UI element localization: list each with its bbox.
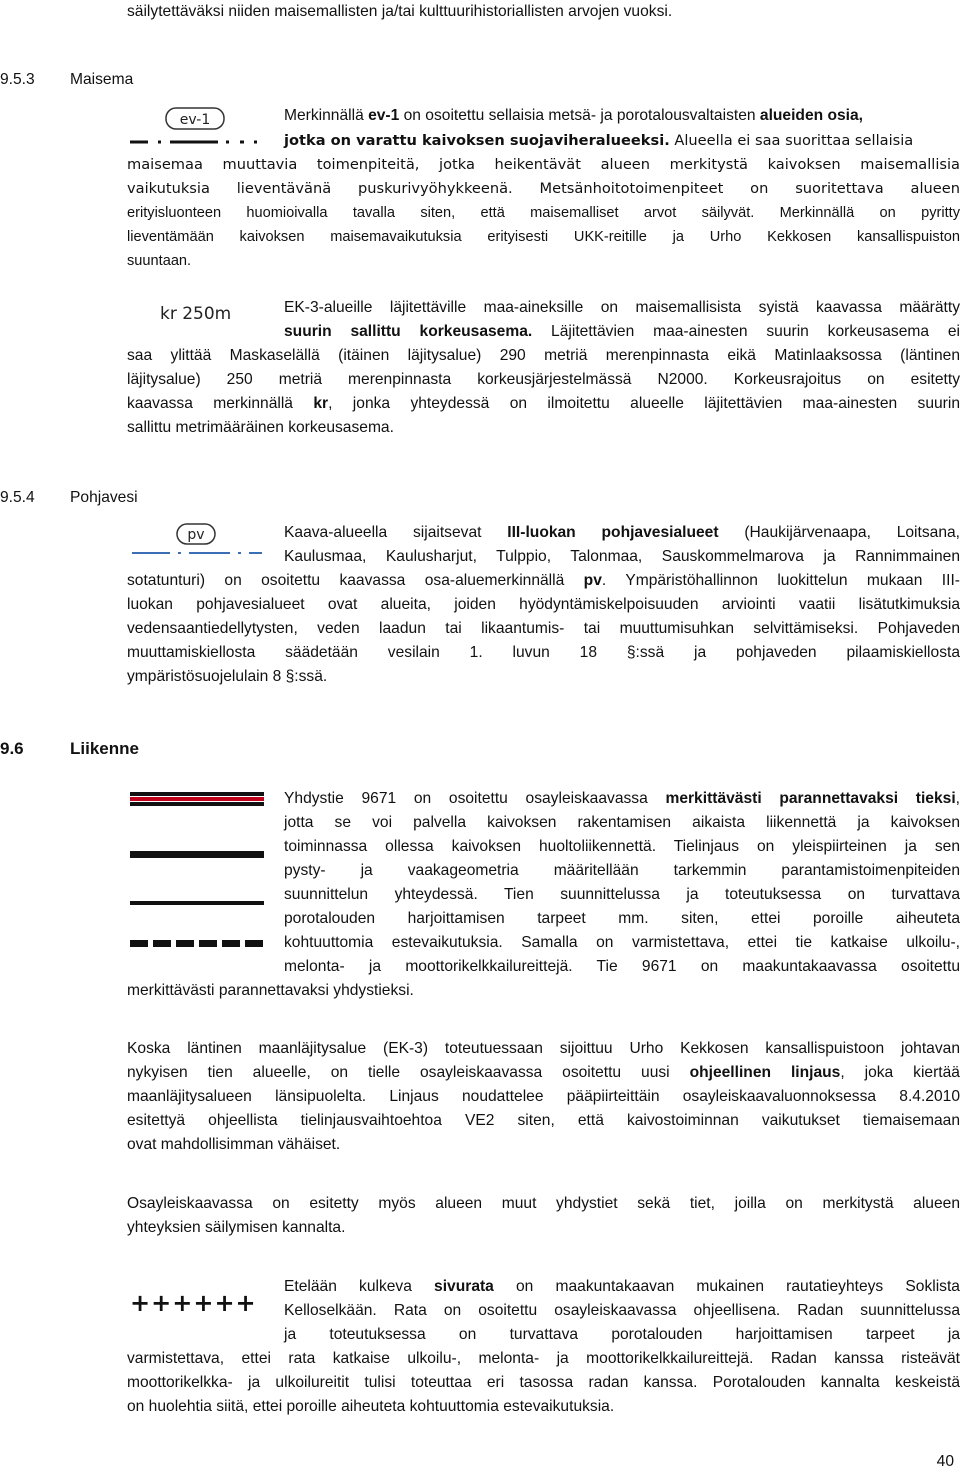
road-legend-thin-line [130, 901, 264, 905]
page-number: 40 [936, 1453, 954, 1470]
section-title-maisema: Maisema [70, 71, 134, 88]
pv-paragraph-line2: Kaulusmaa, Kaulusharjut, Tulppio, Talonmaa, Sauskommelmarova ja Rannimmainen [284, 548, 960, 565]
road-legend-symbols [128, 790, 266, 950]
ev1-label: ev-1 [179, 112, 211, 128]
road-legend-red-line [130, 797, 264, 801]
ev1-paragraph-line1: Merkinnällä ev-1 on osoitettu sellaisia metsä- ja porotalousvaltaisten alueiden osia, [284, 107, 864, 124]
section-title-pohjavesi: Pohjavesi [70, 489, 138, 506]
rail-paragraph-top: Etelään kulkeva sivurata on maakuntakaavan mukainen rautatieyhteys Soklista Kelloselkään. Rata on osoitettu osayleiskaavassa ohjeellisena. Radan suunnittelussa ja toteutuksessa on turvattava porotalouden harjoittamisen tarpeet ja [284, 1278, 960, 1343]
section-number-liikenne: 9.6 [0, 739, 24, 758]
road-paragraph-last: merkittävästi parannettavaksi yhdystieksi. [127, 982, 414, 999]
kr-legend-symbol [160, 302, 240, 330]
road-legend-thick-line [130, 851, 264, 858]
road-paragraph: Yhdystie 9671 on osoitettu osayleiskaavassa merkittävästi parannettavaksi tieksi, jotta se voi palvella kaivoksen rakentamisen aikaista liikennettä ja kaivoksen toiminnassa ollessa kaivoksen huoltoliikennettä. Tielinjaus on yleispiirteinen ja sen pysty- ja vaakageometria määritellään tarkemmin parantamistoimenpiteiden suunnittelun yhteydessä. Tien suunnittelussa ja toteutuksessa on turvattava porotalouden harjoittamisen tarpeet mm. siten, ettei poroille aiheuteta kohtuuttomia estevaikutuksia. Samalla on varmistettava, ettei tie katkaise ulkoilu-, melonta- ja moottorikelkkailureittejä. Tie 9671 on maakuntakaavassa osoitettu [284, 790, 960, 975]
other-roads-paragraph: Osayleiskaavassa on esitetty myös alueen muut yhdystiet sekä tiet, joilla on merkitystä alueen yhteyksien säilymisen kannalta. [127, 1195, 960, 1236]
kr-paragraph-line2: suurin sallittu korkeusasema. Läjitettävien maa-ainesten suurin korkeusasema ei [284, 323, 960, 340]
pv-paragraph-body: sotatunturi) on osoitettu kaavassa osa-aluemerkinnällä pv. Ympäristöhallinnon luokittelun mukaan III- luokan pohjavesialueet ovat alueita, joiden hyödyntämiskelpoisuuden arviointi vaatii lisätutkimuksia vedensaantiedellytysten, veden laadun tai likaantumis- tai muuttumisuhkan selvittämiseksi. Pohjaveden muuttamiskiellosta säädetään vesilain 1. luvun 18 §:ssä ja pohjaveden pilaamiskiellosta ympäristösuojelulain 8 §:ssä. [127, 572, 960, 685]
pv-label: pv [187, 527, 205, 543]
ev1-legend-symbol [128, 104, 263, 148]
section-number-maisema: 9.5.3 [0, 71, 35, 88]
section-title-liikenne: Liikenne [70, 739, 139, 758]
rail-legend-symbol: ++++++ [130, 1289, 257, 1317]
road-legend-black-bottom [130, 802, 264, 806]
pv-legend-symbol [130, 520, 270, 560]
pv-paragraph-line1: Kaava-alueella sijaitsevat III-luokan pohjavesialueet (Haukijärvenaapa, Loitsana, [284, 524, 960, 541]
road-legend-black-top [130, 792, 264, 796]
kr-paragraph-line1: EK-3-alueille läjitettäville maa-aineksille on maisemallisista syistä kaavassa määrätty [284, 299, 960, 316]
ev1-paragraph-line2: jotka on varattu kaivoksen suojaviheralueeksi. Alueella ei saa suorittaa sellaisia [284, 132, 914, 149]
rail-paragraph-body: varmistettava, ettei rata katkaise ulkoilu-, melonta- ja moottorikelkkailureittejä. Radan kanssa risteävät moottorikelkka- ja ulkoilureitit tulisi toteuttaa eri tasossa radan kanssa. Porotalouden kannalta keskeistä on huolehtia siitä, ettei poroille aiheuteta kohtuuttomia estevaikutuksia. [127, 1350, 960, 1415]
bypass-paragraph: Koska läntinen maanläjitysalue (EK-3) toteutuessaan sijoittuu Urho Kekkosen kansallispuistoon johtavan nykyisen tien alueelle, on tielle osayleiskaavassa osoitettu uusi ohjeellinen linjaus, joka kiertää maanläjitysalueen länsipuolelta. Linjaus noudattelee pääpiirteittäin osayleiskaavaluonnoksessa 8.4.2010 esitettyä ohjeellista tielinjausvaihtoehtoa VE2 siten, että kaivostoiminnan vaikutukset tiemaisemaan ovat mahdollisimman vähäiset. [127, 1040, 960, 1153]
kr-paragraph-body: saa ylittää Maskaselällä (itäinen läjitysalue) 290 metriä merenpinnasta eikä Matinlaaksossa (läntinen läjitysalue) 250 metriä merenpinnasta korkeusjärjestelmässä N2000. Korkeusrajoitus on esitetty kaavassa merkinnällä kr, jonka yhteydessä on ilmoitettu alueelle läjitettävien maa-ainesten suurin sallittu metrimääräinen korkeusasema. [127, 347, 960, 436]
road-legend-dashed-line [130, 940, 263, 947]
ev1-paragraph-body: maisemaa muuttavia toimenpiteitä, jotka heikentävät alueen merkitystä kaivoksen maisemallisia vaikutuksia lieventävänä puskurivyöhykkeenä. Metsänhoitotoimenpiteet on suoritettava alueen erityisluonteen huomioivalla tavalla siten, että maisemalliset arvot säilyvät. Merkinnällä on pyritty lieventämään kaivoksen maisemavaikutuksia erityisesti UKK-reitille ja Urho Kekkosen kansallispuiston suuntaan. [127, 156, 960, 269]
intro-line: säilytettäväksi niiden maisemallisten ja/tai kulttuurihistoriallisten arvojen vuoksi. [127, 3, 673, 20]
section-number-pohjavesi: 9.5.4 [0, 489, 35, 506]
kr-label: kr 250m [160, 304, 232, 324]
